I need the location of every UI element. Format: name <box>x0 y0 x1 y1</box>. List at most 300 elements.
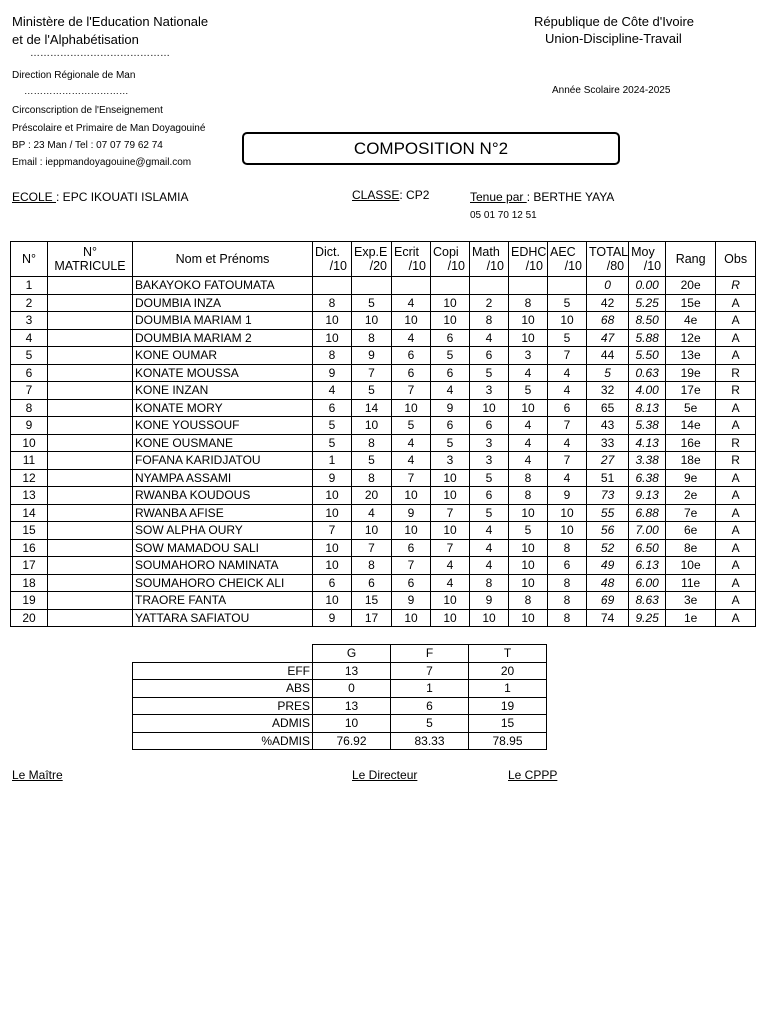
cell-nom: KONATE MORY <box>133 399 313 417</box>
cell-rang: 18e <box>666 452 716 470</box>
cell-edhc: 10 <box>509 329 548 347</box>
cell-total: 68 <box>587 312 629 330</box>
summary-column-header: T <box>469 645 547 663</box>
classe-value: : CP2 <box>399 188 430 202</box>
email: Email : ieppmandoyagouine@gmail.com <box>12 157 192 168</box>
cell-total: 69 <box>587 592 629 610</box>
summary-cell-f: 1 <box>391 680 469 698</box>
column-header <box>716 242 756 277</box>
cell-rang: 8e <box>666 539 716 557</box>
column-header <box>11 242 48 277</box>
cell-rang: 19e <box>666 364 716 382</box>
cell-ecrit: 6 <box>392 574 431 592</box>
cell-n: 20 <box>11 609 48 627</box>
cell-n: 16 <box>11 539 48 557</box>
cell-edhc: 5 <box>509 522 548 540</box>
cell-exp: 7 <box>352 539 392 557</box>
cell-ecrit: 5 <box>392 417 431 435</box>
column-header-label: Obs <box>724 252 748 266</box>
direction-dots: …………………………… <box>24 86 129 97</box>
republique-line: République de Côte d'Ivoire <box>534 14 695 29</box>
cell-aec: 8 <box>548 574 587 592</box>
cell-dict: 10 <box>313 592 352 610</box>
cell-mat <box>48 574 133 592</box>
summary-cell-t: 1 <box>469 680 547 698</box>
cell-obs: A <box>716 557 756 575</box>
cell-nom: DOUMBIA MARIAM 2 <box>133 329 313 347</box>
cell-nom: KONATE MOUSSA <box>133 364 313 382</box>
cell-mat <box>48 504 133 522</box>
cell-obs: R <box>716 364 756 382</box>
cell-edhc: 10 <box>509 539 548 557</box>
cell-aec <box>548 277 587 295</box>
cell-dict: 10 <box>313 557 352 575</box>
cell-copi: 6 <box>431 364 470 382</box>
cell-dict: 10 <box>313 504 352 522</box>
signature-directeur: Le Directeur <box>352 768 418 782</box>
cell-edhc: 8 <box>509 592 548 610</box>
cell-copi: 7 <box>431 504 470 522</box>
cell-n: 1 <box>11 277 48 295</box>
direction-regionale: Direction Régionale de Man <box>12 70 136 81</box>
column-header <box>666 242 716 277</box>
cell-math: 3 <box>470 452 509 470</box>
cell-mat <box>48 487 133 505</box>
cell-math: 9 <box>470 592 509 610</box>
classe-label: CLASSE <box>352 188 400 202</box>
cell-aec: 8 <box>548 592 587 610</box>
cell-nom: NYAMPA ASSAMI <box>133 469 313 487</box>
cell-math: 4 <box>470 539 509 557</box>
cell-math: 10 <box>470 399 509 417</box>
cell-mat <box>48 609 133 627</box>
summary-column-header: F <box>391 645 469 663</box>
summary-cell-g: 13 <box>313 697 391 715</box>
cell-exp: 14 <box>352 399 392 417</box>
cell-exp: 8 <box>352 329 392 347</box>
cell-ecrit: 7 <box>392 557 431 575</box>
table-row <box>11 609 756 627</box>
cell-dict: 10 <box>313 312 352 330</box>
cell-aec: 10 <box>548 522 587 540</box>
cell-edhc: 8 <box>509 487 548 505</box>
cell-edhc: 8 <box>509 294 548 312</box>
cell-moy: 3.38 <box>629 452 666 470</box>
cell-math: 8 <box>470 312 509 330</box>
cell-copi: 3 <box>431 452 470 470</box>
cell-moy: 6.13 <box>629 557 666 575</box>
cell-mat <box>48 294 133 312</box>
cell-moy: 6.88 <box>629 504 666 522</box>
column-header-max: /80 <box>606 259 625 273</box>
grades-table <box>10 241 756 627</box>
cell-mat <box>48 417 133 435</box>
summary-cell-t: 20 <box>469 662 547 680</box>
cell-dict: 6 <box>313 574 352 592</box>
cell-aec: 4 <box>548 382 587 400</box>
cell-dict: 9 <box>313 364 352 382</box>
table-row <box>11 557 756 575</box>
cell-mat <box>48 312 133 330</box>
cell-nom: KONE OUSMANE <box>133 434 313 452</box>
document-title: COMPOSITION N°2 <box>242 132 620 165</box>
cell-copi: 10 <box>431 294 470 312</box>
summary-cell-f: 6 <box>391 697 469 715</box>
cell-math: 3 <box>470 434 509 452</box>
cell-exp: 8 <box>352 557 392 575</box>
cell-aec: 8 <box>548 539 587 557</box>
column-header-label: N° <box>82 245 98 259</box>
cell-edhc: 4 <box>509 434 548 452</box>
cell-rang: 10e <box>666 557 716 575</box>
cell-mat <box>48 382 133 400</box>
table-row <box>11 312 756 330</box>
cell-ecrit: 10 <box>392 609 431 627</box>
cell-nom: SOUMAHORO CHEICK ALI <box>133 574 313 592</box>
devise-line: Union-Discipline-Travail <box>545 31 682 46</box>
cell-edhc: 4 <box>509 364 548 382</box>
table-row <box>11 364 756 382</box>
column-header-max: /10 <box>408 259 426 273</box>
cell-dict: 5 <box>313 417 352 435</box>
column-header-max: /10 <box>486 259 504 273</box>
cell-moy: 8.13 <box>629 399 666 417</box>
cell-n: 3 <box>11 312 48 330</box>
cell-obs: A <box>716 487 756 505</box>
cell-mat <box>48 329 133 347</box>
cell-exp: 15 <box>352 592 392 610</box>
cell-exp: 20 <box>352 487 392 505</box>
table-row <box>11 539 756 557</box>
cell-moy: 8.50 <box>629 312 666 330</box>
cell-rang: 11e <box>666 574 716 592</box>
cell-copi: 6 <box>431 329 470 347</box>
cell-copi: 4 <box>431 574 470 592</box>
cell-total: 73 <box>587 487 629 505</box>
summary-cell-g: 13 <box>313 662 391 680</box>
cell-math: 5 <box>470 469 509 487</box>
cell-total: 51 <box>587 469 629 487</box>
cell-math: 5 <box>470 504 509 522</box>
column-header-label: Dict. <box>315 245 340 259</box>
ecole-value: : EPC IKOUATI ISLAMIA <box>56 190 189 204</box>
cell-moy: 9.25 <box>629 609 666 627</box>
column-header <box>431 242 470 277</box>
cell-math: 3 <box>470 382 509 400</box>
cell-n: 14 <box>11 504 48 522</box>
cell-exp: 10 <box>352 417 392 435</box>
cell-obs: R <box>716 382 756 400</box>
cell-exp: 7 <box>352 364 392 382</box>
cell-n: 15 <box>11 522 48 540</box>
column-header-label: Exp.E <box>354 245 388 259</box>
cell-obs: A <box>716 417 756 435</box>
cell-n: 18 <box>11 574 48 592</box>
cell-math: 4 <box>470 557 509 575</box>
cell-nom: RWANBA AFISE <box>133 504 313 522</box>
cell-copi: 10 <box>431 609 470 627</box>
cell-mat <box>48 277 133 295</box>
cell-obs: A <box>716 312 756 330</box>
column-header <box>509 242 548 277</box>
summary-table <box>132 644 547 750</box>
cell-dict: 8 <box>313 294 352 312</box>
cell-mat <box>48 557 133 575</box>
cell-aec: 8 <box>548 609 587 627</box>
column-header-label: AEC <box>550 245 576 259</box>
cell-n: 10 <box>11 434 48 452</box>
cell-edhc: 3 <box>509 347 548 365</box>
cell-dict: 5 <box>313 434 352 452</box>
cell-total: 56 <box>587 522 629 540</box>
column-header <box>548 242 587 277</box>
table-row <box>11 277 756 295</box>
cell-obs: A <box>716 347 756 365</box>
column-header-label: Ecrit <box>394 245 419 259</box>
cell-aec: 7 <box>548 417 587 435</box>
table-row <box>11 452 756 470</box>
cell-n: 9 <box>11 417 48 435</box>
summary-row-label: %ADMIS <box>133 732 313 750</box>
summary-row <box>133 680 547 698</box>
cell-moy: 0.63 <box>629 364 666 382</box>
cell-exp: 9 <box>352 347 392 365</box>
signature-maitre: Le Maître <box>12 768 63 782</box>
cell-copi: 10 <box>431 469 470 487</box>
cell-aec: 6 <box>548 399 587 417</box>
cell-ecrit: 10 <box>392 312 431 330</box>
annee-scolaire: Année Scolaire 2024-2025 <box>552 85 671 96</box>
summary-column-header: G <box>313 645 391 663</box>
cell-rang: 6e <box>666 522 716 540</box>
summary-corner <box>133 645 313 663</box>
cell-edhc: 4 <box>509 452 548 470</box>
table-row <box>11 469 756 487</box>
cell-math: 6 <box>470 487 509 505</box>
cell-rang: 16e <box>666 434 716 452</box>
cell-obs: A <box>716 399 756 417</box>
cell-aec: 7 <box>548 452 587 470</box>
bp-tel: BP : 23 Man / Tel : 07 07 79 62 74 <box>12 140 163 151</box>
cell-nom: BAKAYOKO FATOUMATA <box>133 277 313 295</box>
cell-ecrit: 4 <box>392 294 431 312</box>
ecole-label: ECOLE <box>12 190 57 204</box>
cell-n: 17 <box>11 557 48 575</box>
cell-mat <box>48 347 133 365</box>
column-header-label: Copi <box>433 245 459 259</box>
cell-ecrit: 6 <box>392 364 431 382</box>
cell-obs: A <box>716 592 756 610</box>
column-header <box>133 242 313 277</box>
cell-rang: 14e <box>666 417 716 435</box>
cell-exp: 8 <box>352 434 392 452</box>
column-header-max: /20 <box>369 259 387 273</box>
cell-math: 4 <box>470 522 509 540</box>
cell-total: 43 <box>587 417 629 435</box>
cell-ecrit: 9 <box>392 592 431 610</box>
summary-row <box>133 715 547 733</box>
cell-moy: 4.00 <box>629 382 666 400</box>
cell-copi: 10 <box>431 522 470 540</box>
cell-edhc: 4 <box>509 417 548 435</box>
cell-math: 4 <box>470 329 509 347</box>
cell-obs: R <box>716 434 756 452</box>
cell-exp: 5 <box>352 452 392 470</box>
cell-n: 8 <box>11 399 48 417</box>
cell-math: 6 <box>470 347 509 365</box>
column-header-max: /10 <box>525 259 543 273</box>
cell-total: 65 <box>587 399 629 417</box>
cell-ecrit <box>392 277 431 295</box>
cell-exp: 10 <box>352 312 392 330</box>
cell-copi: 10 <box>431 592 470 610</box>
summary-cell-t: 78.95 <box>469 732 547 750</box>
cell-exp: 8 <box>352 469 392 487</box>
table-row <box>11 522 756 540</box>
table-row <box>11 434 756 452</box>
cell-copi: 5 <box>431 347 470 365</box>
cell-edhc: 10 <box>509 557 548 575</box>
cell-moy: 5.50 <box>629 347 666 365</box>
cell-ecrit: 10 <box>392 487 431 505</box>
cell-moy: 7.00 <box>629 522 666 540</box>
column-header-max: /10 <box>564 259 582 273</box>
cell-edhc: 10 <box>509 312 548 330</box>
ecole-info <box>12 190 189 204</box>
cell-mat <box>48 522 133 540</box>
tenue-value: : BERTHE YAYA <box>526 190 615 204</box>
cell-obs: A <box>716 504 756 522</box>
cell-math: 5 <box>470 364 509 382</box>
cell-total: 49 <box>587 557 629 575</box>
cell-edhc: 8 <box>509 469 548 487</box>
cell-nom: DOUMBIA INZA <box>133 294 313 312</box>
cell-ecrit: 4 <box>392 452 431 470</box>
teacher-phone: 05 01 70 12 51 <box>470 210 537 221</box>
column-header <box>470 242 509 277</box>
cell-rang: 2e <box>666 487 716 505</box>
table-row <box>11 329 756 347</box>
cell-mat <box>48 399 133 417</box>
cell-ecrit: 6 <box>392 347 431 365</box>
cell-exp: 5 <box>352 294 392 312</box>
column-header-label: TOTAL <box>589 245 629 259</box>
summary-cell-f: 5 <box>391 715 469 733</box>
cell-math: 2 <box>470 294 509 312</box>
cell-dict: 10 <box>313 329 352 347</box>
cell-dict: 10 <box>313 487 352 505</box>
column-header-label: EDHC <box>511 245 547 259</box>
summary-cell-g: 0 <box>313 680 391 698</box>
cell-ecrit: 4 <box>392 329 431 347</box>
table-row <box>11 504 756 522</box>
cell-n: 13 <box>11 487 48 505</box>
column-header <box>587 242 629 277</box>
cell-aec: 9 <box>548 487 587 505</box>
cell-mat <box>48 434 133 452</box>
table-row <box>11 399 756 417</box>
cell-exp: 6 <box>352 574 392 592</box>
cell-rang: 17e <box>666 382 716 400</box>
ministry-line1: Ministère de l'Education Nationale <box>12 14 209 29</box>
cell-n: 5 <box>11 347 48 365</box>
column-header <box>313 242 352 277</box>
signature-cppp: Le CPPP <box>508 768 558 782</box>
column-header-label: N° <box>21 252 37 266</box>
summary-row <box>133 732 547 750</box>
cell-mat <box>48 364 133 382</box>
table-header-row <box>11 242 756 277</box>
cell-nom: FOFANA KARIDJATOU <box>133 452 313 470</box>
cell-moy: 8.63 <box>629 592 666 610</box>
table-row <box>11 574 756 592</box>
cell-rang: 20e <box>666 277 716 295</box>
table-row <box>11 592 756 610</box>
cell-math <box>470 277 509 295</box>
cell-ecrit: 7 <box>392 469 431 487</box>
cell-dict: 8 <box>313 347 352 365</box>
cell-copi: 5 <box>431 434 470 452</box>
cell-moy: 6.38 <box>629 469 666 487</box>
cell-aec: 6 <box>548 557 587 575</box>
cell-obs: R <box>716 452 756 470</box>
cell-nom: TRAORE FANTA <box>133 592 313 610</box>
cell-nom: KONE YOUSSOUF <box>133 417 313 435</box>
cell-edhc: 5 <box>509 382 548 400</box>
summary-row <box>133 697 547 715</box>
cell-obs: A <box>716 609 756 627</box>
cell-aec: 10 <box>548 312 587 330</box>
column-header-label: Math <box>472 245 500 259</box>
cell-total: 5 <box>587 364 629 382</box>
cell-copi: 7 <box>431 539 470 557</box>
table-row <box>11 487 756 505</box>
cell-copi: 4 <box>431 557 470 575</box>
grades-body <box>11 277 756 627</box>
cell-total: 47 <box>587 329 629 347</box>
cell-total: 32 <box>587 382 629 400</box>
cell-obs: A <box>716 574 756 592</box>
cell-copi: 4 <box>431 382 470 400</box>
cell-moy: 5.88 <box>629 329 666 347</box>
cell-ecrit: 6 <box>392 539 431 557</box>
column-header-max: MATRICULE <box>54 259 126 273</box>
cell-total: 74 <box>587 609 629 627</box>
cell-dict: 10 <box>313 539 352 557</box>
column-header <box>48 242 133 277</box>
cell-aec: 7 <box>548 347 587 365</box>
cell-total: 55 <box>587 504 629 522</box>
cell-edhc: 10 <box>509 504 548 522</box>
cell-moy: 0.00 <box>629 277 666 295</box>
cell-moy: 9.13 <box>629 487 666 505</box>
cell-nom: KONE INZAN <box>133 382 313 400</box>
cell-aec: 4 <box>548 364 587 382</box>
cell-total: 52 <box>587 539 629 557</box>
cell-edhc <box>509 277 548 295</box>
cell-math: 6 <box>470 417 509 435</box>
summary-cell-f: 83.33 <box>391 732 469 750</box>
cell-rang: 7e <box>666 504 716 522</box>
ministry-dots: …………………………………… <box>30 48 170 59</box>
cell-ecrit: 4 <box>392 434 431 452</box>
cell-exp: 17 <box>352 609 392 627</box>
summary-cell-f: 7 <box>391 662 469 680</box>
cell-mat <box>48 469 133 487</box>
cell-n: 7 <box>11 382 48 400</box>
cell-nom: DOUMBIA MARIAM 1 <box>133 312 313 330</box>
column-header-max: /10 <box>643 259 662 273</box>
